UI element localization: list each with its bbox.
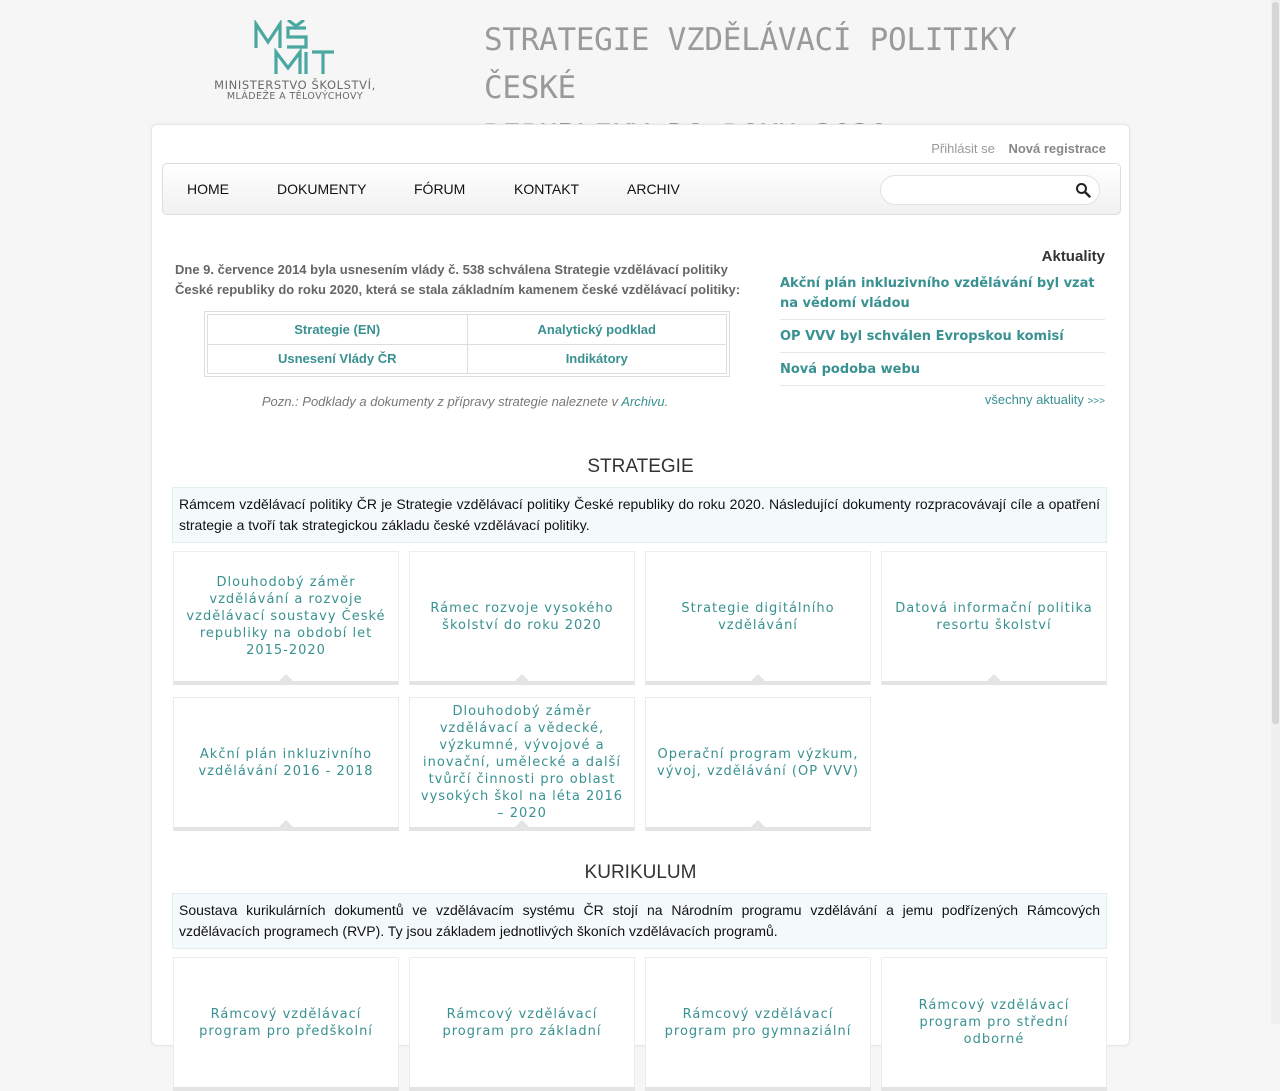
strategy-card[interactable]: [173, 697, 399, 831]
card-arrow-icon: [751, 674, 765, 681]
all-news-arrows: >>>: [1087, 396, 1105, 407]
card-arrow-icon: [515, 674, 529, 681]
page-scrollbar[interactable]: [1271, 0, 1280, 1024]
section-title-strategie: STRATEGIE: [587, 456, 694, 477]
curriculum-card[interactable]: [409, 957, 635, 1091]
card-arrow-icon: [279, 674, 293, 681]
curriculum-card-label: Rámcový vzdělávací program pro základní: [442, 1006, 602, 1039]
register-link[interactable]: Nová registrace: [1008, 141, 1106, 156]
doc-link-usneseni-vlady[interactable]: [208, 344, 468, 374]
section-title-kurikulum: KURIKULUM: [584, 862, 697, 883]
key-documents-table: [204, 311, 730, 377]
doc-link-strategie-en-label[interactable]: Strategie (EN): [294, 321, 381, 337]
nav-kontakt[interactable]: KONTAKT: [514, 181, 580, 197]
curriculum-card-label: Rámcový vzdělávací program pro předškolní: [199, 1006, 373, 1039]
news-title: Aktuality: [1041, 248, 1105, 265]
curriculum-card[interactable]: [881, 957, 1107, 1091]
msmt-logo[interactable]: [210, 20, 380, 105]
doc-link-strategie-en[interactable]: [208, 315, 468, 345]
nav-dokumenty[interactable]: DOKUMENTY: [277, 181, 367, 197]
archive-note: [175, 394, 755, 409]
strategy-card[interactable]: [409, 551, 635, 685]
curriculum-card[interactable]: [173, 957, 399, 1091]
search-box: [880, 175, 1100, 205]
archive-note-prefix: Pozn.: Podklady a dokumenty z přípravy strategie naleznete v: [261, 394, 622, 409]
all-news-label[interactable]: všechny aktuality: [984, 392, 1084, 407]
nav-archiv[interactable]: ARCHIV: [627, 181, 680, 197]
section-description-kurikulum: Soustava kurikulárních dokumentů ve vzdělávacím systému ČR stojí na Národním programu vzdělávání a jemu podřízených Rámcových vzdělávacích programech (RVP). Ty jsou základem jednotlivých škoních vzdělávacích programů.: [172, 893, 1107, 949]
card-arrow-icon: [279, 820, 293, 827]
strategy-card[interactable]: [173, 551, 399, 685]
curriculum-card-label: Rámcový vzdělávací program pro gymnaziální: [664, 1006, 852, 1039]
doc-link-indikatory-label[interactable]: Indikátory: [565, 351, 628, 367]
news-item[interactable]: Nová podoba webu: [780, 359, 1105, 386]
strategy-card-label: Dlouhodobý záměr vzdělávací a vědecké, výzkumné, vývojové a inovační, umělecké a další tvůrčí činnosti pro oblast vysokých škol na léta 2016 – 2020: [420, 704, 624, 821]
nav-forum[interactable]: FÓRUM: [414, 181, 466, 197]
doc-link-usneseni-vlady-label[interactable]: Usnesení Vlády ČR: [278, 351, 397, 367]
strategy-card-label: Rámec rozvoje vysokého školství do roku 2020: [430, 600, 614, 633]
main-container: [151, 124, 1130, 1046]
logo-line-1: MINISTERSTVO ŠKOLSTVÍ,: [214, 78, 376, 92]
site-title-line-1: STRATEGIE VZDĚLÁVACÍ POLITIKY ČESKÉ: [484, 22, 1017, 106]
strategy-card-label: Operační program výzkum, vývoj, vzdělávání (OP VVV): [657, 746, 859, 779]
strategy-card-label: Dlouhodobý záměr vzdělávání a rozvoje vzdělávací soustavy České republiky na období let 2015-2020: [186, 575, 386, 658]
section-description-strategie: Rámcem vzdělávací politiky ČR je Strategie vzdělávací politiky České republiky do roku 2020. Následující dokumenty rozpracovávají cíle a opatření strategie a tvoří tak strategickou základu české vzdělávací politiky.: [172, 487, 1107, 543]
intro-text: Dne 9. července 2014 byla usnesením vlády č. 538 schválena Strategie vzdělávací politiky České republiky do roku 2020, která se stala základním kamenem české vzdělávací politiky:: [175, 262, 741, 297]
archive-note-suffix: .: [664, 394, 669, 409]
logo-line-2: MLÁDEŽE A TĚLOVÝCHOVY: [226, 91, 364, 102]
card-arrow-icon: [515, 820, 529, 827]
strategy-card[interactable]: [409, 697, 635, 831]
card-arrow-icon: [751, 820, 765, 827]
site-header: [0, 0, 1280, 125]
strategy-card[interactable]: [645, 697, 871, 831]
curriculum-card-label: Rámcový vzdělávací program pro střední odborné: [918, 998, 1070, 1047]
news-item[interactable]: Akční plán inkluzivního vzdělávání byl vzat na vědomí vládou: [780, 273, 1105, 320]
all-news-link[interactable]: [780, 392, 1105, 407]
login-link[interactable]: Přihlásit se: [931, 141, 995, 156]
archive-link[interactable]: Archivu: [621, 394, 665, 409]
auth-links: [931, 141, 1106, 156]
strategy-card-label: Akční plán inkluzivního vzdělávání 2016 - 2018: [198, 746, 374, 779]
strategy-card[interactable]: [881, 551, 1107, 685]
doc-link-analyticky-podklad-label[interactable]: Analytický podklad: [537, 321, 656, 337]
doc-link-indikatory[interactable]: [467, 344, 727, 374]
search-icon[interactable]: [1075, 182, 1091, 198]
curriculum-card[interactable]: [645, 957, 871, 1091]
strategy-card[interactable]: [645, 551, 871, 685]
news-panel: [780, 248, 1105, 407]
strategy-card-label: Datová informační politika resortu školství: [895, 600, 1093, 633]
logo-text: [210, 80, 380, 102]
news-item[interactable]: OP VVV byl schválen Evropskou komisí: [780, 326, 1105, 353]
msmt-logo-mark-icon: [254, 20, 339, 80]
scrollbar-thumb[interactable]: [1272, 2, 1279, 724]
search-input[interactable]: [891, 180, 1065, 202]
strategy-card-label: Strategie digitálního vzdělávání: [681, 600, 835, 633]
nav-home[interactable]: HOME: [187, 181, 229, 197]
main-navigation: [162, 163, 1121, 215]
card-arrow-icon: [987, 674, 1001, 681]
doc-link-analyticky-podklad[interactable]: [467, 315, 727, 345]
